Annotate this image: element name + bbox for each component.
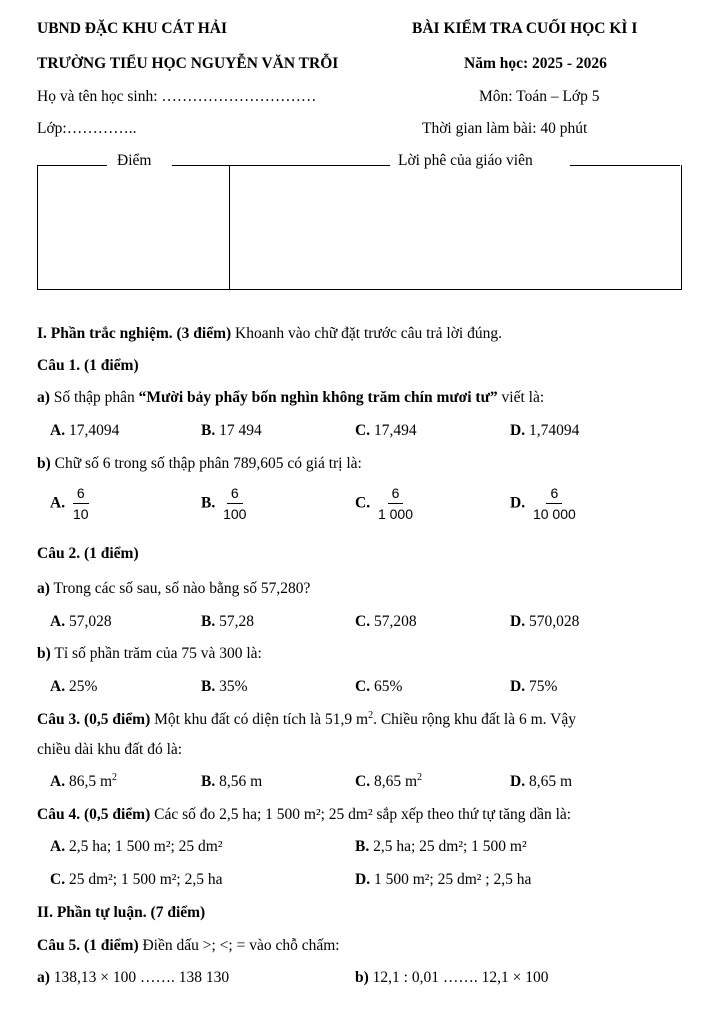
q1a-option-d[interactable]: D. 1,74094 bbox=[510, 422, 580, 439]
q3-option-c[interactable]: C. 8,65 $m^2$ bbox=[355, 771, 423, 790]
exam-page: UBND ĐẶC KHU CÁT HẢI BÀI KIỂM TRA CUỐI HỌC KÌ I TRƯỜNG TIỂU HỌC NGUYỄN VĂN TRỖI Năm học: 2025 - 2026 Họ và tên học sinh: ………………………… Môn: Toán – Lớp 5 Lớp:………….. Thời gian làm bài: 40 phút Điểm Lời phê của giáo viên I. Phần trắc nghiệm. (3 điểm) Khoanh vào chữ đặt trước câu trả lời đúng. Câu 1. (1 điểm) a) Số thập phân “Mười bảy phẩy bốn nghìn không trăm chín mươi tư” viết là: A. 17,4094 B. 17 494 C. 17,494 D. 1,74094 b) Chữ số 6 trong số thập phân 789,605 có giá trị là: A. $\frac{6}{10}$ B. $\frac{6}{100}$ C. $\frac{6}{1 000}$ D. $\frac{6}{10 000}$ Câu 2. (1 điểm) a) Trong các số sau, số nào bằng số 57,280? A. 57,028 B. 57,28 C. 57,208 D. 570,028 b) Tỉ số phần trăm của 75 và 300 là: A. 25% B. 35% C. 65% D. 75% Câu 3. (0,5 điểm) Một khu đất có diện tích là 51,9 $m^2$. Chiều rộng khu đất là 6 m. Vậy chiều dài khu đất đó là: A. 86,5 $m^2$ B. 8,56 m C. 8,65 $m^2$ D. 8,65 m Câu 4. (0,5 điểm) Các số đo 2,5 ha; 1 500 m²; 25 dm² sắp xếp theo thứ tự tăng dần là: A. 2,5 ha; 1 500 m²; 25 dm² B. 2,5 ha; 25 dm²; 1 500 m² C. 25 dm²; 1 500 m²; 2,5 ha D. 1 500 m²; 25 dm² ; 2,5 ha II. Phần tự luận. (7 điểm) Câu 5. (1 điểm) Điền dấu >; <; = vào chỗ chấm: a) 138,13 × 100 ……. 138 130 b) 12,1 : 0,01 ……. 12,1 × 100 bbox=[0, 0, 721, 1023]
q2a-label: a) bbox=[37, 580, 50, 597]
q2b-option-a[interactable]: A. 25% bbox=[50, 678, 98, 695]
class-field: Lớp:………….. bbox=[37, 120, 137, 137]
subject: Môn: Toán – Lớp 5 bbox=[479, 88, 600, 105]
q2a-option-d[interactable]: D. 570,028 bbox=[510, 613, 580, 630]
fraction: $\frac{6}{10 000}$ bbox=[532, 485, 576, 522]
q2a-option-c[interactable]: C. 57,208 bbox=[355, 613, 417, 630]
q5b-item[interactable]: b) 12,1 : 0,01 ……. 12,1 × 100 bbox=[355, 969, 549, 986]
q1b-label: b) bbox=[37, 455, 51, 472]
q4-option-b[interactable]: B. 2,5 ha; 25 dm²; 1 500 m² bbox=[355, 838, 527, 855]
q1a-option-a[interactable]: A. 17,4094 bbox=[50, 422, 120, 439]
q2b-option-c[interactable]: C. 65% bbox=[355, 678, 403, 695]
grade-box-divider bbox=[229, 165, 230, 289]
school-name: TRƯỜNG TIỂU HỌC NGUYỄN VĂN TRỖI bbox=[37, 55, 339, 72]
q2a-option-a[interactable]: A. 57,028 bbox=[50, 613, 112, 630]
part2-title: II. Phần tự luận. (7 điểm) bbox=[37, 904, 206, 921]
q1-title: Câu 1. (1 điểm) bbox=[37, 357, 139, 374]
q1a-option-b[interactable]: B. 17 494 bbox=[201, 422, 262, 439]
student-name-field: Họ và tên học sinh: ………………………… bbox=[37, 88, 317, 105]
part1-title: I. Phần trắc nghiệm. (3 điểm) bbox=[37, 325, 232, 342]
exam-time: Thời gian làm bài: 40 phút bbox=[422, 120, 588, 137]
q3-text-post: . Chiều rộng khu đất là 6 m. Vậy bbox=[373, 711, 576, 728]
q5-title: Câu 5. (1 điểm) bbox=[37, 937, 139, 954]
q1a-option-c[interactable]: C. 17,494 bbox=[355, 422, 417, 439]
teacher-comment-label: Lời phê của giáo viên bbox=[395, 152, 536, 170]
part1-instruction: Khoanh vào chữ đặt trước câu trả lời đúng. bbox=[231, 325, 502, 342]
q5a-item[interactable]: a) 138,13 × 100 ……. 138 130 bbox=[37, 969, 230, 986]
q2a-text: Trong các số sau, số nào bằng số 57,280? bbox=[49, 580, 311, 597]
q2b-option-d[interactable]: D. 75% bbox=[510, 678, 558, 695]
grade-box bbox=[37, 165, 682, 290]
q2a-option-b[interactable]: B. 57,28 bbox=[201, 613, 254, 630]
fraction: $\frac{6}{100}$ bbox=[223, 485, 247, 522]
q5-text: Điền dấu >; <; = vào chỗ chấm: bbox=[138, 937, 340, 954]
q1a-text-post: viết là: bbox=[497, 389, 545, 406]
school-year: Năm học: 2025 - 2026 bbox=[464, 55, 607, 72]
fraction: $\frac{6}{10}$ bbox=[72, 485, 89, 522]
q1a-text-bold: “Mười bảy phẩy bốn nghìn không trăm chín mươi tư” bbox=[138, 389, 498, 406]
fraction: $\frac{6}{1 000}$ bbox=[377, 485, 413, 522]
q3-option-a[interactable]: A. 86,5 $m^2$ bbox=[50, 771, 118, 790]
q1a-label: a) bbox=[37, 389, 50, 406]
q3-title: Câu 3. (0,5 điểm) bbox=[37, 711, 151, 728]
q1a-text-pre: Số thập phân bbox=[49, 389, 139, 406]
q1b-option-a[interactable]: A. $\frac{6}{10}$ bbox=[50, 485, 93, 522]
q3-text-line2: chiều dài khu đất đó là: bbox=[37, 741, 183, 758]
q3-option-d[interactable]: D. 8,65 m bbox=[510, 773, 573, 790]
q2b-text: Tỉ số phần trăm của 75 và 300 là: bbox=[50, 645, 262, 662]
q3-text-pre: Một khu đất có diện tích là 51,9 m bbox=[150, 711, 369, 728]
q4-option-d[interactable]: D. 1 500 m²; 25 dm² ; 2,5 ha bbox=[355, 871, 532, 888]
q2b-option-b[interactable]: B. 35% bbox=[201, 678, 248, 695]
q2-title: Câu 2. (1 điểm) bbox=[37, 545, 139, 562]
q1b-option-b[interactable]: B. $\frac{6}{100}$ bbox=[201, 485, 250, 522]
q1b-text: Chữ số 6 trong số thập phân 789,605 có giá trị là: bbox=[50, 455, 362, 472]
score-label: Điểm bbox=[114, 152, 154, 170]
q2b-label: b) bbox=[37, 645, 51, 662]
exam-title: BÀI KIỂM TRA CUỐI HỌC KÌ I bbox=[412, 20, 638, 37]
q1b-option-d[interactable]: D. $\frac{6}{10 000}$ bbox=[510, 485, 580, 522]
q1b-option-c[interactable]: C. $\frac{6}{1 000}$ bbox=[355, 485, 417, 522]
q4-option-c[interactable]: C. 25 dm²; 1 500 m²; 2,5 ha bbox=[50, 871, 223, 888]
q4-text: Các số đo 2,5 ha; 1 500 m²; 25 dm² sắp xếp theo thứ tự tăng dần là: bbox=[150, 806, 572, 823]
q4-title: Câu 4. (0,5 điểm) bbox=[37, 806, 151, 823]
district-name: UBND ĐẶC KHU CÁT HẢI bbox=[37, 20, 228, 37]
q4-option-a[interactable]: A. 2,5 ha; 1 500 m²; 25 dm² bbox=[50, 838, 223, 855]
q3-option-b[interactable]: B. 8,56 m bbox=[201, 773, 263, 790]
